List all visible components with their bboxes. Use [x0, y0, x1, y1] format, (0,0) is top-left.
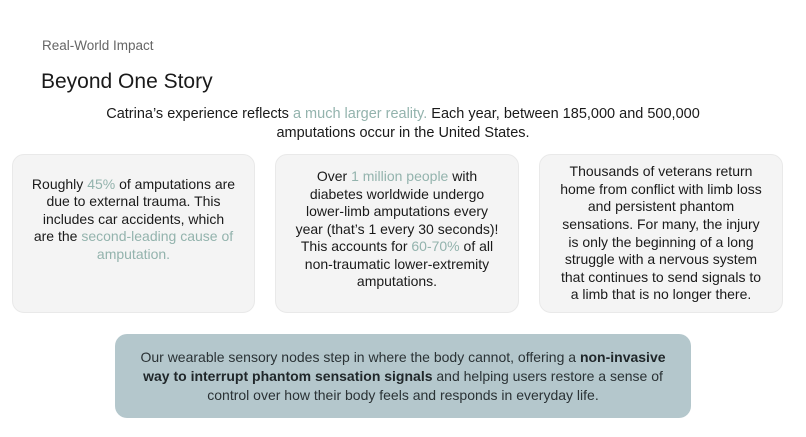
- stat-card-trauma: [12, 154, 255, 313]
- intro-paragraph: [100, 105, 706, 143]
- card-highlight-people: 1 million people: [351, 167, 449, 184]
- card-text: of all non-traumatic lower-extremity amputations.: [304, 238, 494, 290]
- callout-bold: non-invasive way to interrupt phantom sensation signals: [143, 348, 666, 384]
- section-eyebrow: Real-World Impact: [42, 38, 154, 53]
- card-highlight-percent: 45%: [87, 175, 116, 192]
- stat-card-text: [558, 163, 764, 304]
- stat-card-text: [294, 168, 500, 291]
- callout-text-start: Our wearable sensory nodes step in where the body cannot, offering a: [140, 348, 580, 365]
- card-text: with diabetes worldwide undergo lower-limb amputations every year (that’s 1 every 30 seconds)! This accounts for: [295, 167, 499, 255]
- callout-text: [139, 348, 667, 405]
- card-text: of amputations are due to external trauma. This includes car accidents, which are the: [33, 175, 236, 245]
- intro-highlight: a much larger reality.: [292, 106, 428, 122]
- callout-text-end: and helping users restore a sense of control over how their body feels and responds in everyday life.: [207, 367, 663, 403]
- stat-card-text: [31, 176, 236, 264]
- card-text: Over: [316, 167, 352, 184]
- card-highlight-percent: 60-70%: [411, 238, 460, 255]
- intro-text-end: Each year, between 185,000 and 500,000 amputations occur in the United States.: [276, 106, 700, 141]
- card-text: Thousands of veterans return home from conflict with limb loss and persistent phantom sensations. For many, the injury is only the beginning of a long struggle with a nervous system that continues to send signals to a limb that is no longer there.: [560, 163, 762, 303]
- intro-text-start: Catrina’s experience reflects: [106, 106, 293, 122]
- card-text: Roughly: [31, 175, 88, 192]
- stat-card-diabetes: [275, 154, 519, 313]
- solution-callout: [115, 334, 691, 418]
- stat-card-veterans: [539, 154, 783, 313]
- card-highlight-cause: second-leading cause of amputation.: [81, 228, 234, 262]
- page-title: Beyond One Story: [41, 70, 213, 93]
